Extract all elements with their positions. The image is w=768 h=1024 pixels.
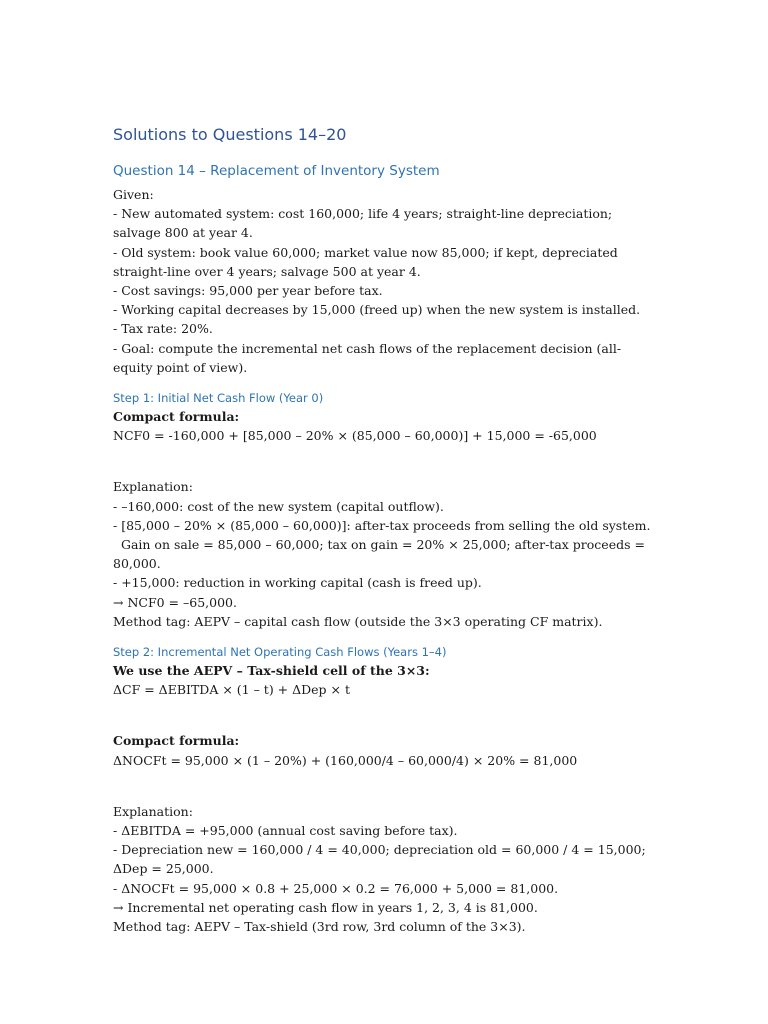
step-2-heading: Step 2: Incremental Net Operating Cash Flows (Years 1–4) (113, 645, 447, 660)
document-content (113, 124, 658, 936)
given-item: - Goal: compute the incremental net cash flows of the replacement decision (all-equity point of view). (113, 340, 622, 375)
step-2-explanation-item: - ΔNOCFt = 95,000 × 0.8 + 25,000 × 0.2 = 76,000 + 5,000 = 81,000. (113, 880, 559, 896)
step-2-explanation-item: - ΔEBITDA = +95,000 (annual cost saving before tax). (113, 823, 458, 839)
question-14-heading: Question 14 – Replacement of Inventory System (113, 163, 440, 179)
document-title: Solutions to Questions 14–20 (113, 125, 347, 144)
step-1-explanation-item: - –160,000: cost of the new system (capital outflow). (113, 498, 444, 514)
spacer (113, 445, 658, 477)
step-2-formula-label: Compact formula: (113, 733, 240, 749)
step-2-use-formula: ΔCF = ΔEBITDA × (1 – t) + ΔDep × t (113, 682, 351, 698)
step-1-method-tag: Method tag: AEPV – capital cash flow (outside the 3×3 operating CF matrix). (113, 613, 603, 629)
step-1-explanation-item: Gain on sale = 85,000 – 60,000; tax on gain = 20% × 25,000; after-tax proceeds = 80,000. (113, 537, 649, 572)
spacer (113, 770, 658, 802)
step-1-formula-label: Compact formula: (113, 409, 240, 425)
step-2-formula: ΔNOCFt = 95,000 × (1 – 20%) + (160,000/4 – 60,000/4) × 20% = 81,000 (113, 752, 578, 768)
step-1-formula: NCF0 = -160,000 + [85,000 – 20% × (85,000 – 60,000)] + 15,000 = -65,000 (113, 428, 597, 444)
given-item: - Cost savings: 95,000 per year before tax. (113, 283, 383, 299)
given-label: Given: (113, 187, 154, 202)
spacer (113, 699, 658, 731)
step-1-explanation-item: - +15,000: reduction in working capital (cash is freed up). (113, 575, 482, 591)
step-1-heading: Step 1: Initial Net Cash Flow (Year 0) (113, 391, 324, 406)
given-item: - Old system: book value 60,000; market value now 85,000; if kept, depreciated straight-line over 4 years; salvage 500 at year 4. (113, 244, 622, 279)
step-2-method-tag: Method tag: AEPV – Tax-shield (3rd row, 3rd column of the 3×3). (113, 919, 526, 935)
step-1-explanation-label: Explanation: (113, 479, 193, 495)
step-2-explanation-label: Explanation: (113, 803, 193, 819)
step-1-explanation-item: - [85,000 – 20% × (85,000 – 60,000)]: after-tax proceeds from selling the old system. (113, 517, 651, 533)
given-item: - Working capital decreases by 15,000 (freed up) when the new system is installed. (113, 302, 641, 318)
step-1-explanation-item: → NCF0 = –65,000. (113, 594, 237, 610)
step-2-explanation-item: - Depreciation new = 160,000 / 4 = 40,000; depreciation old = 60,000 / 4 = 15,000; ΔDep = 25,000. (113, 842, 650, 877)
step-2-explanation-item: → Incremental net operating cash flow in years 1, 2, 3, 4 is 81,000. (113, 899, 538, 915)
step-2-use-label: We use the AEPV – Tax-shield cell of the 3×3: (113, 663, 430, 679)
given-item: - Tax rate: 20%. (113, 321, 213, 337)
given-item: - New automated system: cost 160,000; life 4 years; straight-line depreciation; salvage 800 at year 4. (113, 206, 617, 241)
